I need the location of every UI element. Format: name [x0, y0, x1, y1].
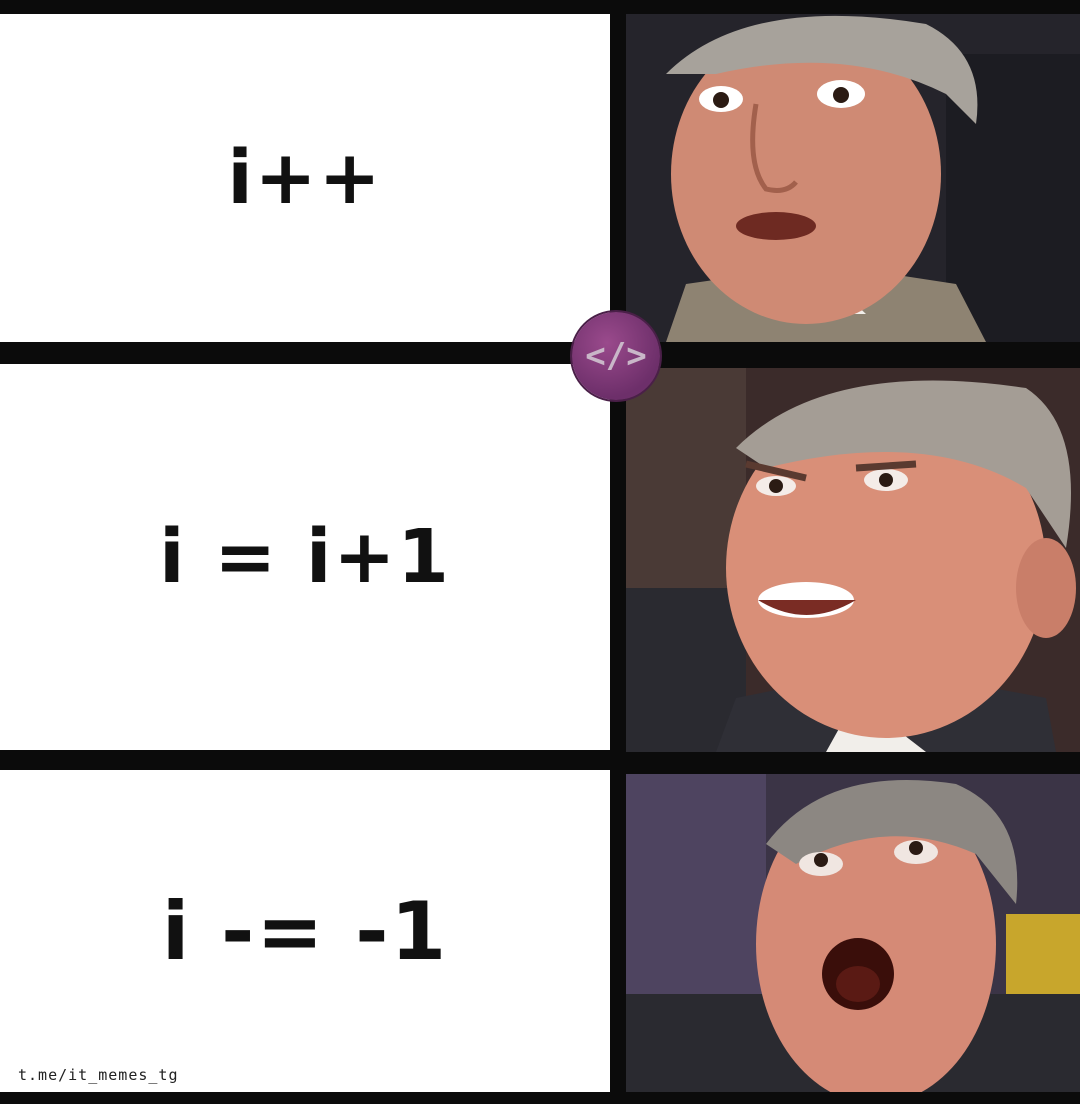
panel-3-code: i -= -1 — [161, 884, 449, 978]
meme-panel-1 — [0, 14, 610, 342]
reaction-image-3 — [626, 774, 1080, 1092]
meme-panel-3 — [0, 770, 610, 1092]
meme-panel-2 — [0, 364, 610, 750]
code-logo-icon — [572, 312, 660, 400]
panel-1-code: i++ — [227, 135, 383, 221]
panel-2-code: i = i+1 — [159, 514, 451, 600]
reaction-image-2 — [626, 368, 1080, 752]
reaction-image-1 — [626, 14, 1080, 342]
watermark-text: t.me/it_memes_tg — [18, 1066, 179, 1084]
code-brackets-icon: </> — [585, 336, 647, 376]
